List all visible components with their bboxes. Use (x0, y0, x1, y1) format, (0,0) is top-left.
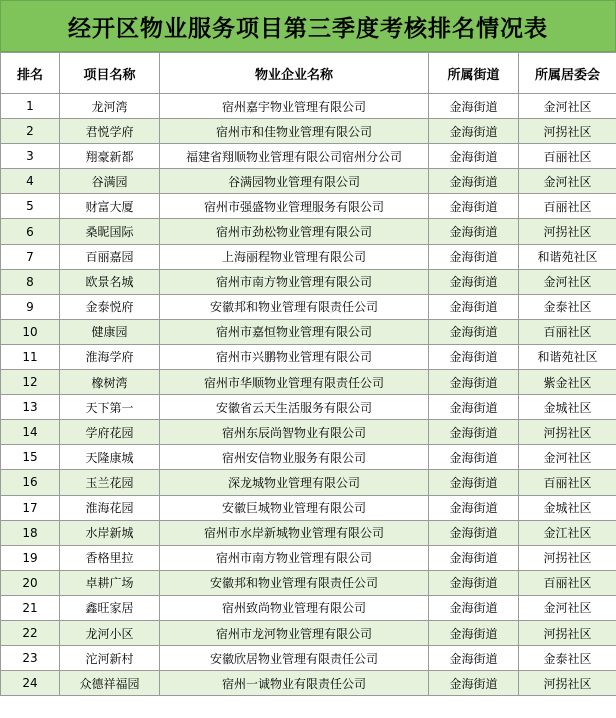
cell-project-name: 金泰悦府 (60, 294, 160, 319)
page-title: 经开区物业服务项目第三季度考核排名情况表 (68, 15, 548, 42)
cell-street: 金海街道 (429, 294, 519, 319)
cell-rank: 24 (1, 671, 60, 696)
cell-committee: 河拐社区 (519, 119, 616, 144)
cell-rank: 22 (1, 620, 60, 645)
cell-street: 金海街道 (429, 520, 519, 545)
table-row (1, 344, 616, 369)
cell-company-name: 宿州一诚物业有限责任公司 (160, 671, 429, 696)
cell-street: 金海街道 (429, 344, 519, 369)
cell-company-name: 宿州市嘉恒物业管理有限公司 (160, 319, 429, 344)
ranking-table (0, 52, 616, 696)
cell-company-name: 安徽邦和物业管理有限责任公司 (160, 294, 429, 319)
cell-rank: 4 (1, 169, 60, 194)
cell-rank: 10 (1, 319, 60, 344)
cell-company-name: 宿州市兴鹏物业管理有限公司 (160, 344, 429, 369)
cell-company-name: 安徽省云天生活服务有限公司 (160, 395, 429, 420)
cell-project-name: 卓耕广场 (60, 570, 160, 595)
cell-project-name: 学府花园 (60, 420, 160, 445)
cell-company-name: 安徽欣居物业管理有限责任公司 (160, 646, 429, 671)
cell-project-name: 鑫旺家居 (60, 595, 160, 620)
cell-company-name: 安徽邦和物业管理有限责任公司 (160, 570, 429, 595)
header-committee: 所属居委会 (519, 53, 616, 94)
table-row (1, 319, 616, 344)
cell-rank: 12 (1, 370, 60, 395)
cell-company-name: 上海丽程物业管理有限公司 (160, 244, 429, 269)
header-project-name: 项目名称 (60, 53, 160, 94)
cell-committee: 金河社区 (519, 269, 616, 294)
header-rank: 排名 (1, 53, 60, 94)
cell-company-name: 宿州市华顺物业管理有限责任公司 (160, 370, 429, 395)
cell-rank: 9 (1, 294, 60, 319)
cell-committee: 河拐社区 (519, 420, 616, 445)
title-bar (0, 0, 616, 52)
cell-street: 金海街道 (429, 595, 519, 620)
cell-company-name: 宿州市南方物业管理有限公司 (160, 545, 429, 570)
cell-rank: 21 (1, 595, 60, 620)
cell-committee: 金泰社区 (519, 646, 616, 671)
cell-street: 金海街道 (429, 646, 519, 671)
cell-company-name: 深龙城物业管理有限公司 (160, 470, 429, 495)
cell-project-name: 谷满园 (60, 169, 160, 194)
cell-project-name: 健康园 (60, 319, 160, 344)
cell-project-name: 淮海学府 (60, 344, 160, 369)
cell-company-name: 宿州市劲松物业管理有限公司 (160, 219, 429, 244)
cell-committee: 百丽社区 (519, 144, 616, 169)
table-body (1, 94, 616, 696)
cell-committee: 百丽社区 (519, 319, 616, 344)
cell-company-name: 宿州市南方物业管理有限公司 (160, 269, 429, 294)
cell-committee: 金泰社区 (519, 294, 616, 319)
table-row (1, 119, 616, 144)
table-row (1, 94, 616, 119)
cell-street: 金海街道 (429, 671, 519, 696)
cell-rank: 5 (1, 194, 60, 219)
cell-street: 金海街道 (429, 194, 519, 219)
table-row (1, 194, 616, 219)
cell-rank: 20 (1, 570, 60, 595)
cell-committee: 和谐苑社区 (519, 344, 616, 369)
cell-project-name: 翔豪新都 (60, 144, 160, 169)
table-row (1, 244, 616, 269)
cell-street: 金海街道 (429, 420, 519, 445)
table-row (1, 495, 616, 520)
cell-street: 金海街道 (429, 570, 519, 595)
cell-project-name: 君悦学府 (60, 119, 160, 144)
table-row (1, 169, 616, 194)
header-company-name: 物业企业名称 (160, 53, 429, 94)
cell-street: 金海街道 (429, 395, 519, 420)
cell-company-name: 宿州安信物业服务有限公司 (160, 445, 429, 470)
cell-street: 金海街道 (429, 244, 519, 269)
cell-project-name: 财富大厦 (60, 194, 160, 219)
cell-rank: 7 (1, 244, 60, 269)
cell-rank: 17 (1, 495, 60, 520)
cell-street: 金海街道 (429, 269, 519, 294)
cell-street: 金海街道 (429, 370, 519, 395)
table-row (1, 294, 616, 319)
header-row (1, 53, 616, 94)
cell-street: 金海街道 (429, 169, 519, 194)
cell-street: 金海街道 (429, 620, 519, 645)
cell-committee: 河拐社区 (519, 620, 616, 645)
cell-street: 金海街道 (429, 319, 519, 344)
cell-committee: 百丽社区 (519, 570, 616, 595)
cell-company-name: 宿州致尚物业管理有限公司 (160, 595, 429, 620)
cell-street: 金海街道 (429, 495, 519, 520)
table-row (1, 219, 616, 244)
cell-rank: 18 (1, 520, 60, 545)
cell-company-name: 宿州市强盛物业管理服务有限公司 (160, 194, 429, 219)
cell-rank: 13 (1, 395, 60, 420)
table-row (1, 420, 616, 445)
cell-project-name: 桑昵国际 (60, 219, 160, 244)
cell-committee: 紫金社区 (519, 370, 616, 395)
table-row (1, 370, 616, 395)
cell-company-name: 谷满园物业管理有限公司 (160, 169, 429, 194)
cell-company-name: 宿州市和佳物业管理有限公司 (160, 119, 429, 144)
table-row (1, 470, 616, 495)
cell-committee: 金城社区 (519, 495, 616, 520)
cell-project-name: 淮海花园 (60, 495, 160, 520)
cell-rank: 16 (1, 470, 60, 495)
cell-committee: 河拐社区 (519, 219, 616, 244)
cell-street: 金海街道 (429, 144, 519, 169)
cell-committee: 河拐社区 (519, 671, 616, 696)
cell-rank: 14 (1, 420, 60, 445)
cell-rank: 23 (1, 646, 60, 671)
cell-committee: 金河社区 (519, 445, 616, 470)
cell-street: 金海街道 (429, 119, 519, 144)
cell-project-name: 欧景名城 (60, 269, 160, 294)
table-row (1, 545, 616, 570)
cell-rank: 19 (1, 545, 60, 570)
cell-street: 金海街道 (429, 445, 519, 470)
table-row (1, 595, 616, 620)
cell-committee: 金河社区 (519, 595, 616, 620)
cell-rank: 6 (1, 219, 60, 244)
cell-rank: 3 (1, 144, 60, 169)
cell-rank: 2 (1, 119, 60, 144)
cell-rank: 15 (1, 445, 60, 470)
table-row (1, 620, 616, 645)
cell-project-name: 香格里拉 (60, 545, 160, 570)
cell-rank: 8 (1, 269, 60, 294)
cell-committee: 百丽社区 (519, 470, 616, 495)
cell-street: 金海街道 (429, 470, 519, 495)
cell-company-name: 宿州市龙河物业管理有限公司 (160, 620, 429, 645)
table-row (1, 395, 616, 420)
cell-company-name: 福建省翔顺物业管理有限公司宿州分公司 (160, 144, 429, 169)
header-street: 所属街道 (429, 53, 519, 94)
cell-committee: 金江社区 (519, 520, 616, 545)
cell-street: 金海街道 (429, 94, 519, 119)
cell-committee: 金河社区 (519, 169, 616, 194)
cell-rank: 11 (1, 344, 60, 369)
cell-project-name: 玉兰花园 (60, 470, 160, 495)
cell-project-name: 水岸新城 (60, 520, 160, 545)
table-row (1, 671, 616, 696)
table-row (1, 570, 616, 595)
table-row (1, 445, 616, 470)
cell-committee: 金城社区 (519, 395, 616, 420)
cell-company-name: 宿州嘉宇物业管理有限公司 (160, 94, 429, 119)
cell-street: 金海街道 (429, 219, 519, 244)
table-row (1, 520, 616, 545)
cell-project-name: 龙河小区 (60, 620, 160, 645)
cell-committee: 金河社区 (519, 94, 616, 119)
cell-company-name: 宿州东辰尚智物业有限公司 (160, 420, 429, 445)
cell-project-name: 橡树湾 (60, 370, 160, 395)
cell-street: 金海街道 (429, 545, 519, 570)
table-row (1, 269, 616, 294)
cell-rank: 1 (1, 94, 60, 119)
cell-project-name: 众德祥福园 (60, 671, 160, 696)
cell-project-name: 天隆康城 (60, 445, 160, 470)
table-row (1, 646, 616, 671)
cell-project-name: 天下第一 (60, 395, 160, 420)
cell-project-name: 龙河湾 (60, 94, 160, 119)
cell-company-name: 安徽巨城物业管理有限公司 (160, 495, 429, 520)
cell-project-name: 百丽嘉园 (60, 244, 160, 269)
cell-committee: 和谐苑社区 (519, 244, 616, 269)
table-row (1, 144, 616, 169)
cell-project-name: 沱河新村 (60, 646, 160, 671)
table-header (1, 53, 616, 94)
cell-committee: 河拐社区 (519, 545, 616, 570)
cell-committee: 百丽社区 (519, 194, 616, 219)
cell-company-name: 宿州市水岸新城物业管理有限公司 (160, 520, 429, 545)
